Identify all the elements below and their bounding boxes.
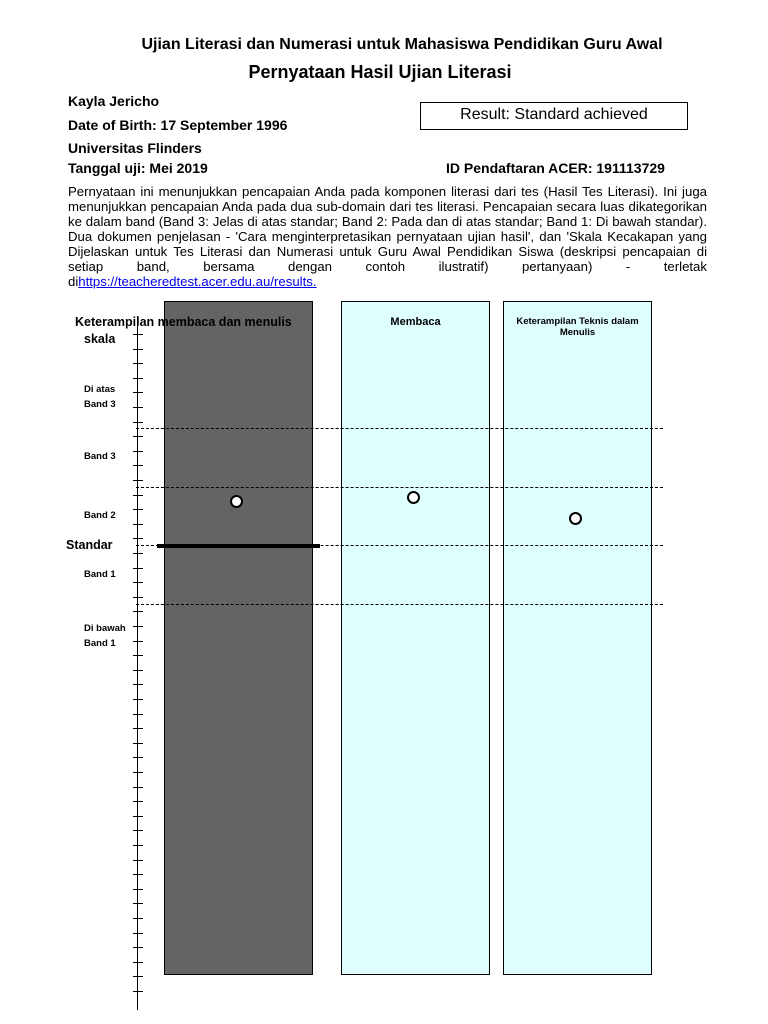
band-label-3: Band 3 — [84, 451, 116, 462]
axis-tick — [133, 611, 143, 612]
axis-tick — [133, 845, 143, 846]
axis-tick — [133, 903, 143, 904]
band-boundary-line — [136, 428, 663, 429]
band-boundary-line — [136, 604, 663, 605]
axis-tick — [133, 947, 143, 948]
technical-writing-column — [503, 301, 652, 975]
reading-column — [341, 301, 490, 975]
axis-tick — [133, 830, 143, 831]
axis-tick — [133, 363, 143, 364]
axis-tick — [133, 699, 143, 700]
axis-tick — [133, 670, 143, 671]
technical-writing-marker — [569, 512, 582, 525]
axis-tick — [133, 597, 143, 598]
band-boundary-line — [136, 487, 663, 488]
axis-tick — [133, 801, 143, 802]
axis-tick — [133, 524, 143, 525]
axis-tick — [133, 553, 143, 554]
axis-tick — [133, 757, 143, 758]
axis-tick — [133, 495, 143, 496]
axis-tick — [133, 407, 143, 408]
axis-tick — [133, 889, 143, 890]
axis-tick — [133, 480, 143, 481]
candidate-name: Kayla Jericho — [68, 93, 160, 109]
axis-tick — [133, 436, 143, 437]
axis-tick — [133, 743, 143, 744]
axis-tick — [133, 538, 143, 539]
scale-title-line2: skala — [84, 332, 116, 346]
axis-tick — [133, 509, 143, 510]
axis-tick — [133, 626, 143, 627]
axis-tick — [133, 962, 143, 963]
report-title: Ujian Literasi dan Numerasi untuk Mahasiswa Pendidikan Guru Awal — [141, 36, 663, 53]
technical-writing-column-label: Keterampilan Teknis dalam Menulis — [516, 316, 639, 338]
axis-tick — [133, 918, 143, 919]
reading-column-label: Membaca — [390, 316, 441, 328]
axis-tick — [133, 991, 143, 992]
axis-tick — [133, 787, 143, 788]
axis-tick — [133, 641, 143, 642]
scale-title: Keterampilan membaca dan menulis — [75, 315, 292, 329]
axis-tick — [133, 465, 143, 466]
axis-tick — [133, 728, 143, 729]
candidate-dob: Date of Birth: 17 September 1996 — [68, 117, 288, 133]
test-date: Tanggal uji: Mei 2019 — [68, 160, 208, 176]
axis-tick — [133, 568, 143, 569]
candidate-university: Universitas Flinders — [68, 140, 202, 156]
axis-tick — [133, 976, 143, 977]
axis-tick — [133, 451, 143, 452]
axis-tick — [133, 714, 143, 715]
results-link[interactable]: https://teacheredtest.acer.edu.au/results. — [78, 274, 317, 289]
band-label-below-1: Di bawah Band 1 — [84, 623, 126, 649]
standard-line — [157, 544, 320, 548]
literacy-overall-column — [164, 301, 313, 975]
axis-tick — [133, 933, 143, 934]
result-box: Result: Standard achieved — [420, 102, 688, 130]
reading-marker — [407, 491, 420, 504]
description-paragraph — [68, 184, 707, 289]
axis-tick — [133, 422, 143, 423]
axis-tick — [133, 349, 143, 350]
report-subtitle: Pernyataan Hasil Ujian Literasi — [248, 62, 512, 82]
axis-tick — [133, 655, 143, 656]
axis-tick — [133, 772, 143, 773]
axis-tick — [133, 860, 143, 861]
band-label-2: Band 2 — [84, 510, 116, 521]
axis-tick — [133, 816, 143, 817]
axis-tick — [133, 334, 143, 335]
band-label-1: Band 1 — [84, 569, 116, 580]
acer-registration-id: ID Pendaftaran ACER: 191113729 — [446, 160, 665, 176]
axis-tick — [133, 874, 143, 875]
literacy-overall-marker — [230, 495, 243, 508]
standard-label: Standar — [66, 538, 113, 552]
axis-tick — [133, 392, 143, 393]
axis-tick — [133, 684, 143, 685]
axis-tick — [133, 582, 143, 583]
description-text: Pernyataan ini menunjukkan pencapaian Anda pada komponen literasi dari tes (Hasil Tes Literasi). Ini juga menunjukkan pencapaian Anda pada dua sub-domain dari tes literasi. Pencapaian secara luas dikategorikan ke dalam band (Band 3: Jelas di atas standar; Band 2: Pada dan di atas standar; Band 1: Di bawah standar). Dua dokumen penjelasan - 'Cara menginterpretasikan pernyataan ujian hasil', dan 'Skala Kecakapan yang Dijelaskan untuk Tes Literasi dan Numerasi untuk Guru Awal Pendidikan Siswa (deskripsi pencapaian di setiap band, bersama dengan contoh ilustratif) pertanyaan) - terletak di — [68, 184, 707, 289]
scale-axis — [137, 316, 138, 1010]
band-label-above-3: Di atas Band 3 — [84, 384, 116, 410]
axis-tick — [133, 378, 143, 379]
